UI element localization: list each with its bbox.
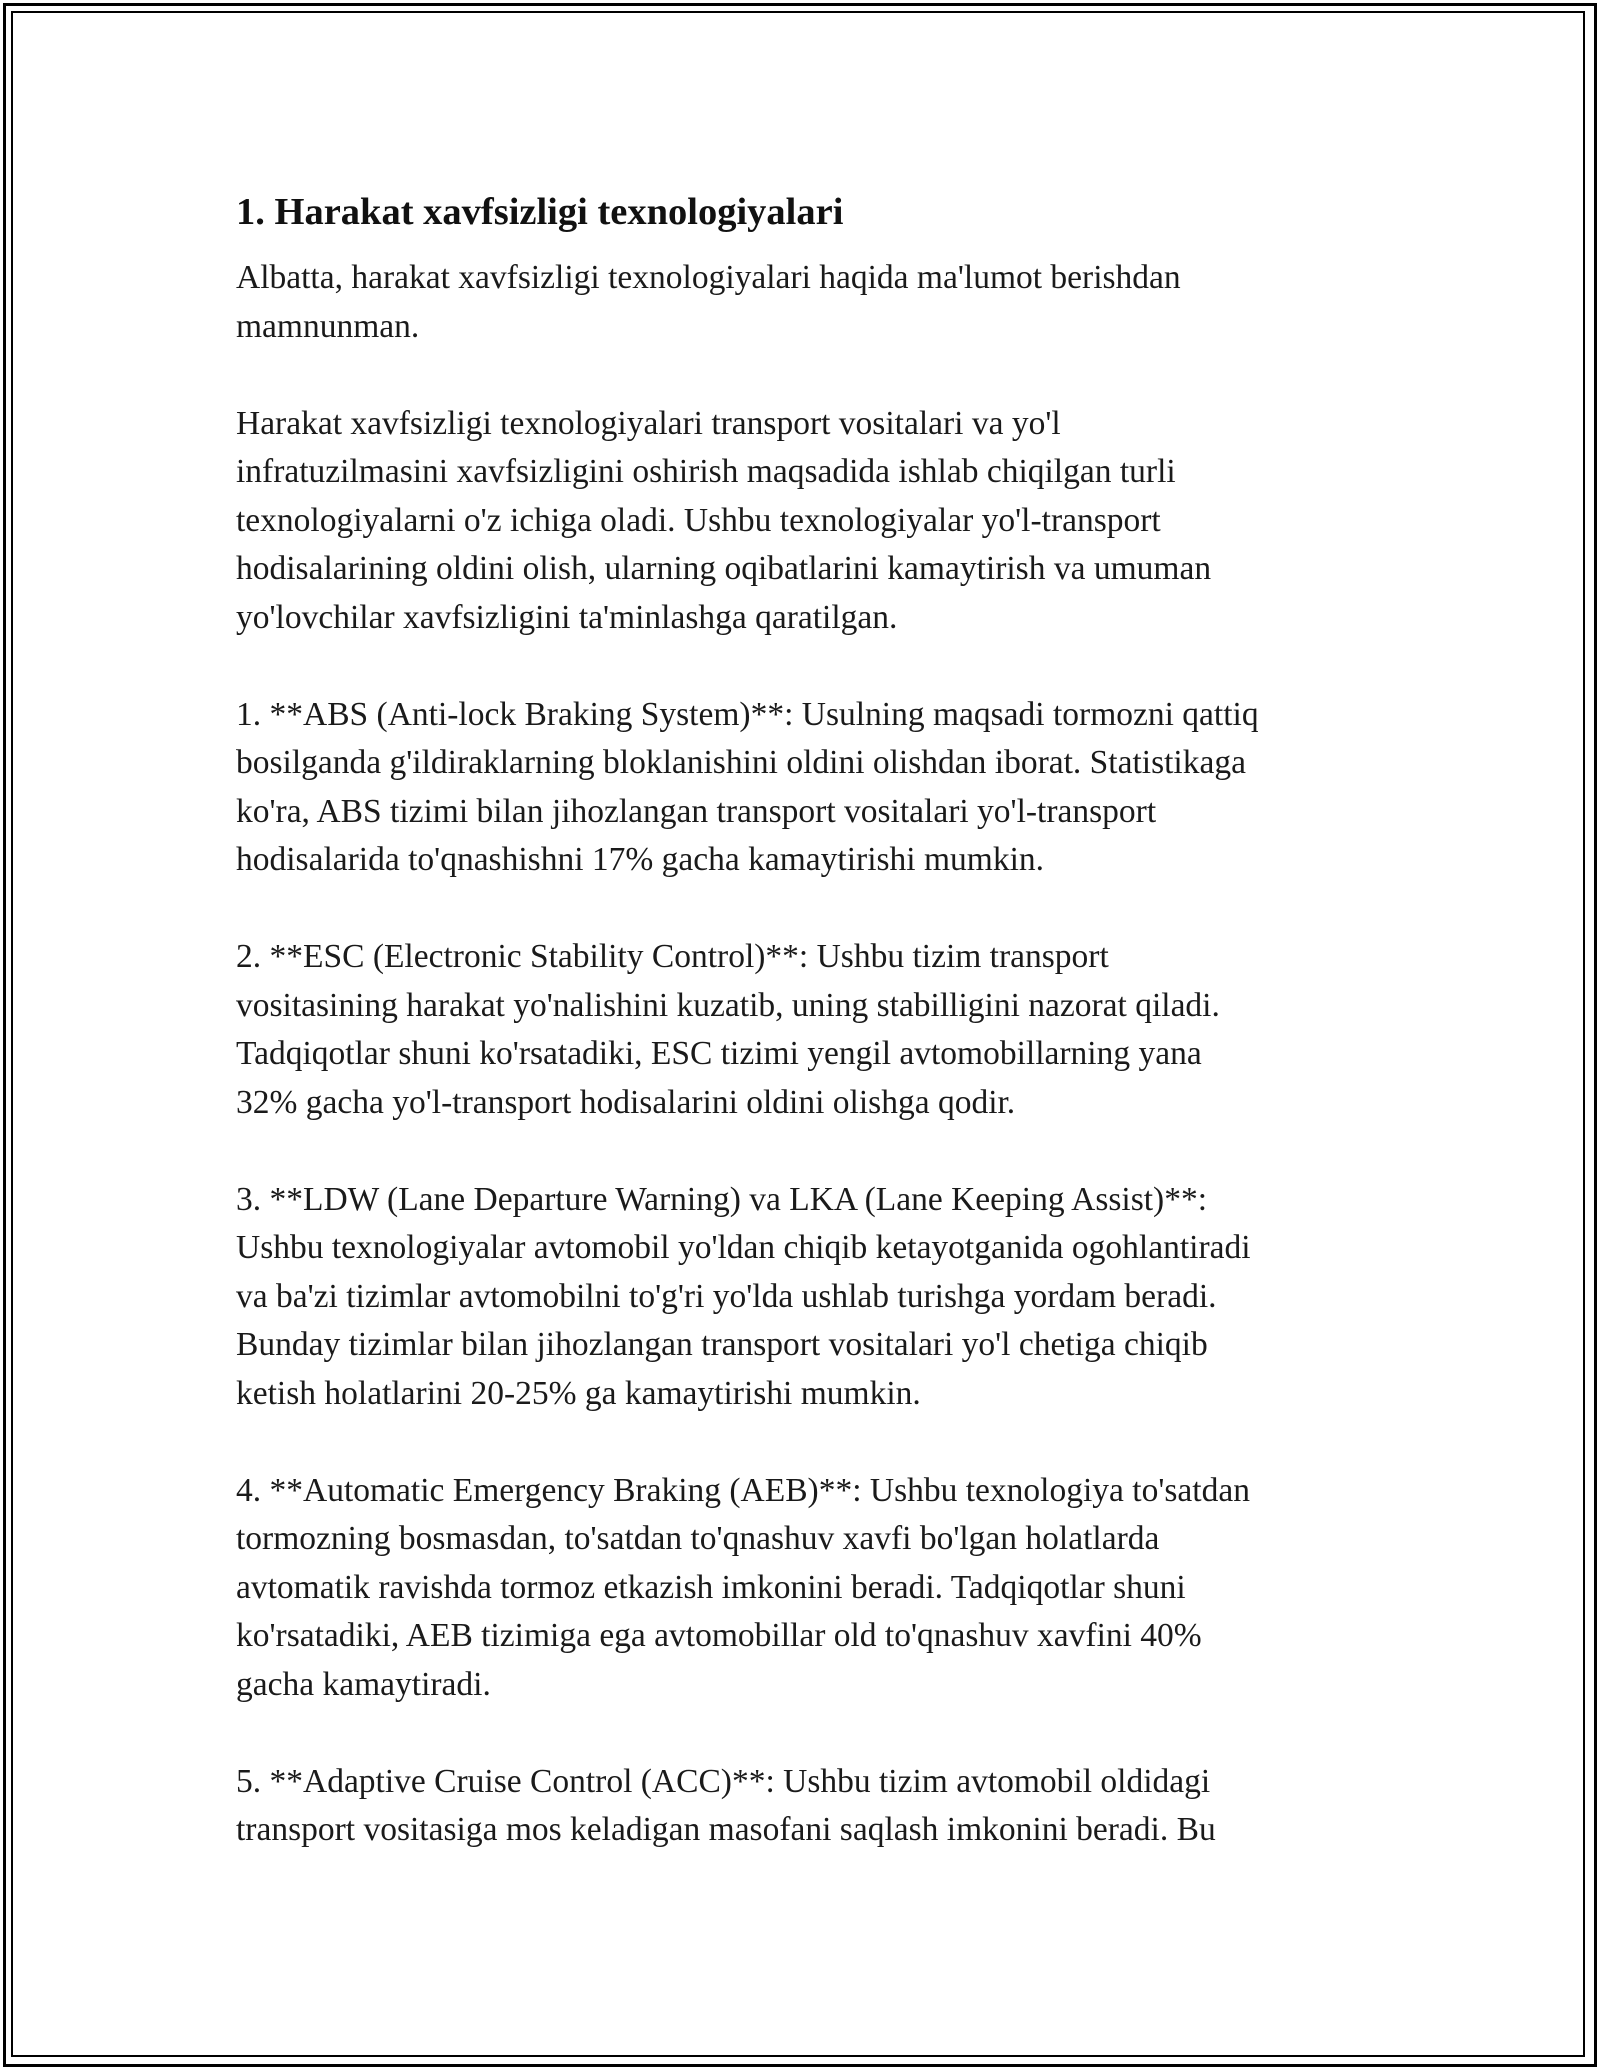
paragraph-line: Albatta, harakat xavfsizligi texnologiyalari haqida ma'lumot berishdan bbox=[236, 259, 1181, 296]
paragraph-line: tormozning bosmasdan, to'satdan to'qnashuv xavfi bo'lgan holatlarda bbox=[236, 1520, 1160, 1557]
paragraph-line: va ba'zi tizimlar avtomobilni to'g'ri yo'lda ushlab turishga yordam beradi. bbox=[236, 1277, 1217, 1315]
paragraph-line: transport vositasiga mos keladigan masofani saqlash imkonini beradi. Bu bbox=[236, 1811, 1216, 1848]
paragraph-line: ko'ra, ABS tizimi bilan jihozlangan transport vositalari yo'l-transport bbox=[236, 792, 1157, 830]
paragraph-list bbox=[236, 254, 1386, 1855]
paragraph bbox=[236, 1467, 1386, 1710]
paragraph bbox=[236, 1758, 1386, 1855]
paragraph-line: Ushbu texnologiyalar avtomobil yo'ldan chiqib ketayotganida ogohlantiradi bbox=[236, 1229, 1251, 1266]
paragraph-line: hodisalarining oldini olish, ularning oqibatlarini kamaytirish va umuman bbox=[236, 550, 1212, 587]
paragraph-line: Tadqiqotlar shuni ko'rsatadiki, ESC tizimi yengil avtomobillarning yana bbox=[236, 1035, 1202, 1072]
paragraph-line: hodisalarida to'qnashishni 17% gacha kamaytirishi mumkin. bbox=[236, 841, 1045, 878]
paragraph-line: infratuzilmasini xavfsizligini oshirish maqsadida ishlab chiqilgan turli bbox=[236, 453, 1176, 490]
paragraph-line: vositasining harakat yo'nalishini kuzatib, uning stabilligini nazorat qiladi. bbox=[236, 986, 1220, 1024]
paragraph-line: 32% gacha yo'l-transport hodisalarini oldini olishga qodir. bbox=[236, 1083, 1016, 1121]
paragraph-line: 5. **Adaptive Cruise Control (ACC)**: Ushbu tizim avtomobil oldidagi bbox=[236, 1762, 1211, 1800]
paragraph-line: ko'rsatadiki, AEB tizimiga ega avtomobillar old to'qnashuv xavfini 40% bbox=[236, 1617, 1202, 1654]
paragraph bbox=[236, 1176, 1386, 1419]
document-title: 1. Harakat xavfsizligi texnologiyalari bbox=[236, 191, 844, 233]
paragraph-line: 4. **Automatic Emergency Braking (AEB)**: Ushbu texnologiya to'satdan bbox=[236, 1471, 1250, 1509]
paragraph bbox=[236, 254, 1386, 351]
paragraph bbox=[236, 691, 1386, 885]
paragraph-line: 1. **ABS (Anti-lock Braking System)**: Usulning maqsadi tormozni qattiq bbox=[236, 695, 1259, 733]
paragraph-line: Harakat xavfsizligi texnologiyalari transport vositalari va yo'l bbox=[236, 404, 1061, 442]
paragraph-line: ketish holatlarini 20-25% ga kamaytirishi mumkin. bbox=[236, 1374, 921, 1412]
paragraph-line: texnologiyalarni o'z ichiga oladi. Ushbu texnologiyalar yo'l-transport bbox=[236, 501, 1161, 539]
paragraph-line: bosilganda g'ildiraklarning bloklanishini oldini olishdan iborat. Statistikaga bbox=[236, 744, 1246, 781]
paragraph bbox=[236, 400, 1386, 643]
paragraph-line: mamnunman. bbox=[236, 307, 420, 345]
paragraph-line: Bunday tizimlar bilan jihozlangan transport vositalari yo'l chetiga chiqib bbox=[236, 1326, 1208, 1363]
paragraph-line: 3. **LDW (Lane Departure Warning) va LKA (Lane Keeping Assist)**: bbox=[236, 1180, 1208, 1218]
paragraph bbox=[236, 933, 1386, 1127]
paragraph-line: 2. **ESC (Electronic Stability Control)**: Ushbu tizim transport bbox=[236, 938, 1109, 975]
paragraph-line: avtomatik ravishda tormoz etkazish imkonini beradi. Tadqiqotlar shuni bbox=[236, 1568, 1186, 1606]
paragraph-line: gacha kamaytiradi. bbox=[236, 1665, 491, 1703]
paragraph-line: yo'lovchilar xavfsizligini ta'minlashga qaratilgan. bbox=[236, 598, 898, 636]
document-body bbox=[236, 186, 1386, 1903]
